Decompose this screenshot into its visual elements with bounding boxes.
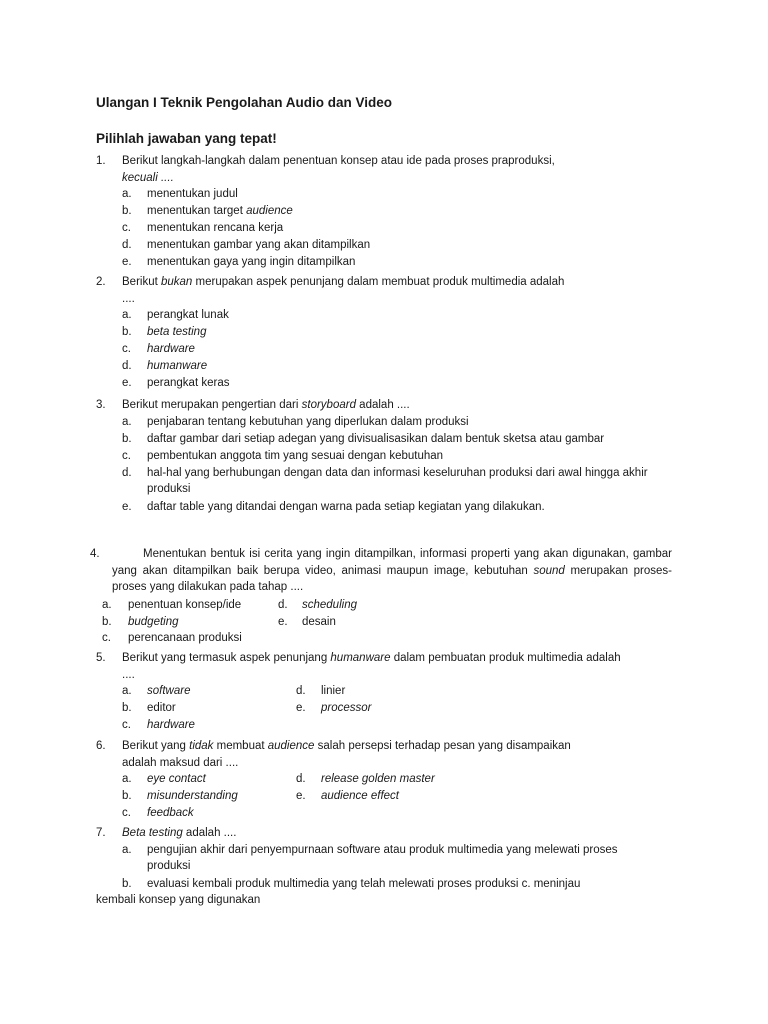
question-number: 6. [96,740,106,752]
question-5 [96,650,676,734]
option-row [122,700,676,717]
question-number: 3. [96,399,106,411]
question-7 [96,825,676,909]
option-b: b. editor [122,702,176,714]
question-line: .... [122,292,135,305]
option-e-text: desain [302,615,336,628]
question-text [122,738,676,771]
question-4 [90,546,672,596]
option-e: e. audience effect [296,790,400,802]
question-number: 5. [96,652,106,664]
option-e: e. menentukan gaya yang ingin ditampilkan [122,256,356,268]
option-row [102,597,402,614]
option-c-text: perencanaan produksi [128,632,242,644]
instruction-heading: Pilihlah jawaban yang tepat! [96,131,277,146]
option-a: a. menentukan judul [122,188,238,200]
option-b-text: budgeting [128,615,179,628]
option-a: a. pengujian akhir dari penyempurnaan software atau produk multimedia yang melewati proses produksi [122,843,618,872]
option-c: c. menentukan rencana kerja [122,222,284,234]
option-e: e. perangkat keras [122,377,230,389]
option-row [122,805,676,822]
option-row [122,771,676,788]
question-line: Beta testing adalah .... [122,827,237,839]
question-text [122,650,676,683]
option-b: b. menentukan target audience [122,205,293,217]
option-e: e. processor [296,702,372,714]
question-3 [96,397,676,516]
option-row [122,717,676,734]
option-a: a. [102,599,112,611]
question-2 [96,274,676,392]
option-list [122,186,676,271]
question-line: Berikut yang termasuk aspek penunjang humanware dalam pembuatan produk multimedia adalah [122,652,621,664]
question-text [122,153,676,186]
option-d: d. linier [296,685,346,697]
option-c: c. pembentukan anggota tim yang sesuai dengan kebutuhan [122,449,444,462]
option-list [122,307,676,392]
option-e: e. daftar table yang ditandai dengan warna pada setiap kegiatan yang dilakukan. [122,500,545,513]
question-line: Berikut bukan merupakan aspek penunjang dalam membuat produk multimedia adalah [122,276,565,288]
option-grid [122,771,676,822]
question-line: Berikut langkah-langkah dalam penentuan konsep atau ide pada proses praproduksi, [122,155,555,167]
question-line: .... [122,668,135,681]
option-d: d. hal-hal yang berhubungan dengan data dan informasi keseluruhan produksi dari awal hingga akhir produksi [122,466,648,495]
question-line: kecuali .... [122,171,174,184]
option-d: d. release golden master [296,773,435,785]
option-b: b. [102,615,112,628]
question-6 [96,738,676,822]
option-d: d. [278,599,288,611]
question-line: adalah maksud dari .... [122,756,239,769]
page-title: Ulangan I Teknik Pengolahan Audio dan Video [96,95,393,110]
option-d: d. menentukan gambar yang akan ditampilkan [122,239,371,251]
question-1 [96,153,676,271]
question-text [122,397,676,414]
option-list [122,414,676,516]
option-e: e. [278,615,288,628]
question-text [122,274,676,307]
option-c: c. hardware [122,343,195,355]
question-line: Berikut yang tidak membuat audience salah persepsi terhadap pesan yang disampaikan [122,740,571,752]
option-b: b. daftar gambar dari setiap adegan yang divisualisasikan dalam bentuk sketsa atau gambar [122,432,605,445]
option-b: b. misunderstanding [122,790,238,802]
option-b-continuation: kembali konsep yang digunakan [96,894,261,906]
option-row [122,683,676,700]
option-a: a. perangkat lunak [122,309,229,321]
option-c: c. feedback [122,807,194,819]
option-row [122,788,676,805]
question-number: 7. [96,827,106,839]
option-list [96,842,676,909]
option-d: d. humanware [122,360,208,372]
option-a: a. software [122,685,191,697]
option-grid [122,683,676,734]
question-number: 1. [96,155,106,167]
option-a: a. penjabaran tentang kebutuhan yang diperlukan dalam produksi [122,415,469,428]
option-a: a. eye contact [122,773,206,785]
question-number: 4. [90,548,100,560]
option-row [102,614,402,631]
option-a-text: penentuan konsep/ide [128,599,242,611]
question-number: 2. [96,276,106,288]
question-text [122,825,676,842]
option-b: b. beta testing [122,326,207,338]
option-d-text: scheduling [302,599,357,611]
option-row [102,630,402,647]
question-text: Menentukan bentuk isi cerita yang ingin ditampilkan, informasi properti yang akan digunakan, gambar yang akan ditampilkan baik berupa video, animasi maupun image, kebutuhan sound merupakan proses-proses yang dilakukan pada tahap .... [112,548,672,593]
question-line: Berikut merupakan pengertian dari storyboard adalah .... [122,399,410,411]
option-b: b. evaluasi kembali produk multimedia yang telah melewati proses produksi c. meninjau [122,877,581,890]
option-c: c. hardware [122,719,195,731]
option-list-q4 [102,597,402,647]
option-c: c. [102,632,111,644]
